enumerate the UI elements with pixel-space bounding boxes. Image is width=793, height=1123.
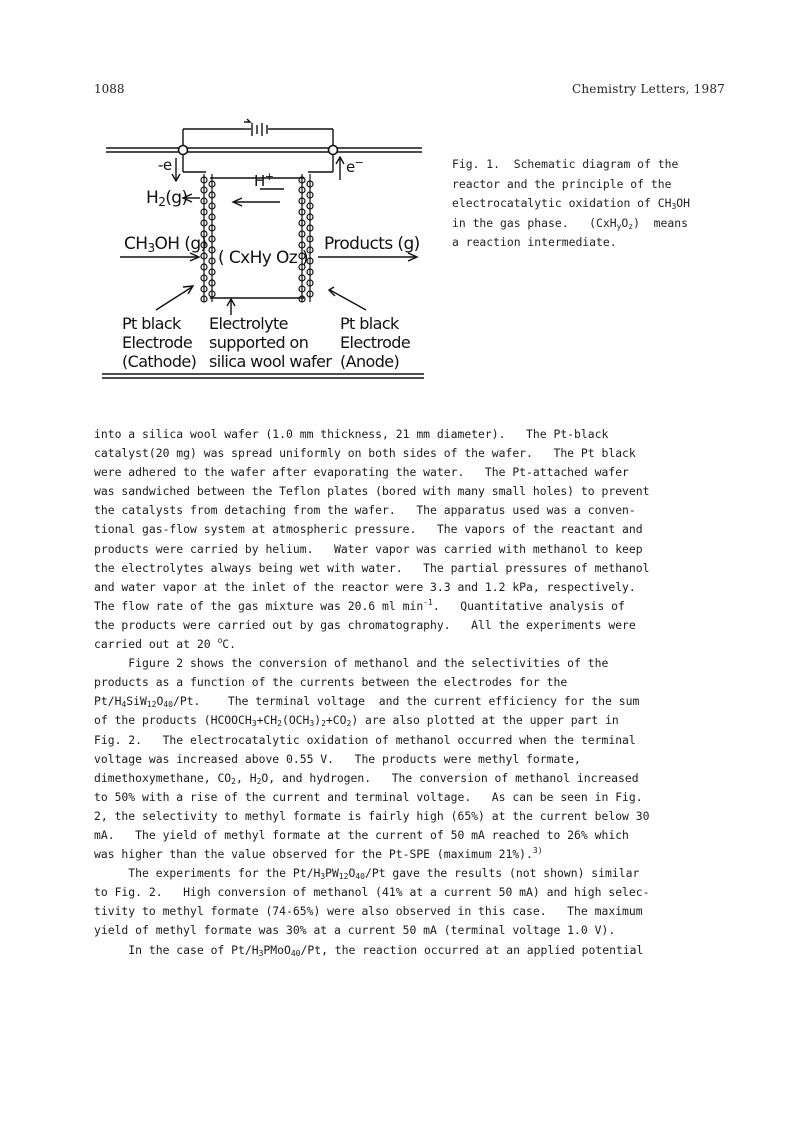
text-line: 2, the selectivity to methyl formate is fairly high (65%) at the current below 30 [94, 808, 650, 823]
text-line: the products were carried out by gas chromatography. All the experiments were [94, 617, 636, 632]
text-line: and water vapor at the inlet of the reactor were 3.3 and 1.2 kPa, respectively. [94, 579, 636, 594]
caption-line: a reaction intermediate. [452, 235, 617, 249]
text-line: catalyst(20 mg) was spread uniformly on both sides of the wafer. The Pt black [94, 446, 636, 461]
electron-label-left: -e [158, 156, 172, 174]
text-line: Fig. 2. The electrocatalytic oxidation of methanol occurred when the terminal [94, 732, 636, 747]
text-line: mA. The yield of methyl formate at the current of 50 mA reached to 26% which [94, 827, 629, 842]
text-line: were adhered to the wafer after evaporating the water. The Pt-attached wafer [94, 465, 629, 480]
body-text [94, 425, 734, 960]
caption-line: reactor and the principle of the [452, 176, 672, 191]
text-line: to Fig. 2. High conversion of methanol (41% at a current 50 mA) and high selec- [94, 885, 650, 900]
text-line: tivity to methyl formate (74-65%) were also observed in this case. The maximum [94, 904, 643, 919]
text-line: the catalysts from detaching from the wafer. The apparatus used was a conven- [94, 503, 636, 518]
journal-header: Chemistry Letters, 1987 [571, 82, 725, 96]
text-line: products were carried by helium. Water vapor was carried with methanol to keep [94, 541, 643, 556]
text-line: voltage was increased above 0.55 V. The products were methyl formate, [94, 751, 581, 766]
caption-line: electrocatalytic oxidation of $CH_3OH$ [452, 196, 690, 211]
text-line: the electrolytes always being wet with water. The partial pressures of methanol [94, 560, 650, 575]
text-line: The experiments for the $Pt/H_3PW_{12}O_{40}/Pt$ gave the results (not shown) similar [94, 866, 640, 882]
text-line: carried out at 20 $^o$C. [94, 636, 236, 652]
caption-line: in the gas phase. $(CxH_yO_z)$ means [452, 215, 688, 231]
text-line: The flow rate of the gas mixture was 20.6 ml $\min^{-1}$. Quantitative analysis of [94, 597, 625, 613]
caption-line: Fig. 1. Schematic diagram of the [452, 157, 679, 171]
text-line: products as a function of the currents between the electrodes for the [94, 675, 568, 690]
text-line: tional gas-flow system at atmospheric pressure. The vapors of the reactant and [94, 522, 643, 537]
text-line: of the products $(HCOOCH_3+CH_2(OCH_3)_2+CO_2)$ are also plotted at the upper part in [94, 713, 619, 729]
cathode-label: Pt black Electrode (Cathode) [122, 314, 197, 371]
text-line: In the case of $Pt/H_3PMoO_{40}/Pt$, the reaction occurred at an applied potential [94, 942, 644, 958]
text-line: into a silica wool wafer (1.0 mm thickness, 21 mm diameter). The Pt-black [94, 427, 609, 441]
text-line: Figure 2 shows the conversion of methanol and the selectivities of the [94, 656, 609, 671]
text-line: yield of methyl formate was 30% at a current 50 mA (terminal voltage 1.0 V). [94, 923, 616, 938]
anode-label: Pt black Electrode (Anode) [340, 314, 411, 371]
text-line: to 50% with a rise of the current and terminal voltage. As can be seen in Fig. [94, 789, 643, 804]
page-number: 1088 [94, 82, 125, 96]
text-line: dimethoxymethane, $CO_2$, $H_2O$, and hydrogen. The conversion of methanol increased [94, 770, 639, 786]
electrolyte-label: Electrolyte supported on silica wool wafer [209, 314, 332, 371]
electron-label-right: e− [346, 156, 364, 176]
hydrogen-label: $H_2(g)$ [146, 188, 188, 209]
text-line: was sandwiched between the Teflon plates (bored with many small holes) to prevent [94, 484, 650, 499]
products-label: Products (g) [324, 234, 420, 254]
proton-label: H+ [254, 170, 274, 190]
methanol-label: $CH_3OH$ (g) [124, 234, 207, 255]
intermediate-label: ( CxHy Oz ) [218, 248, 308, 268]
text-line: $Pt/H_4SiW_{12}O_{40}/Pt$. The terminal voltage and the current efficiency for the sum [94, 694, 640, 710]
text-line: was higher than the value observed for the Pt-SPE (maximum 21%).$^{3)}$ [94, 846, 543, 862]
figure-1-schematic [94, 110, 434, 385]
figure-caption [452, 155, 742, 253]
